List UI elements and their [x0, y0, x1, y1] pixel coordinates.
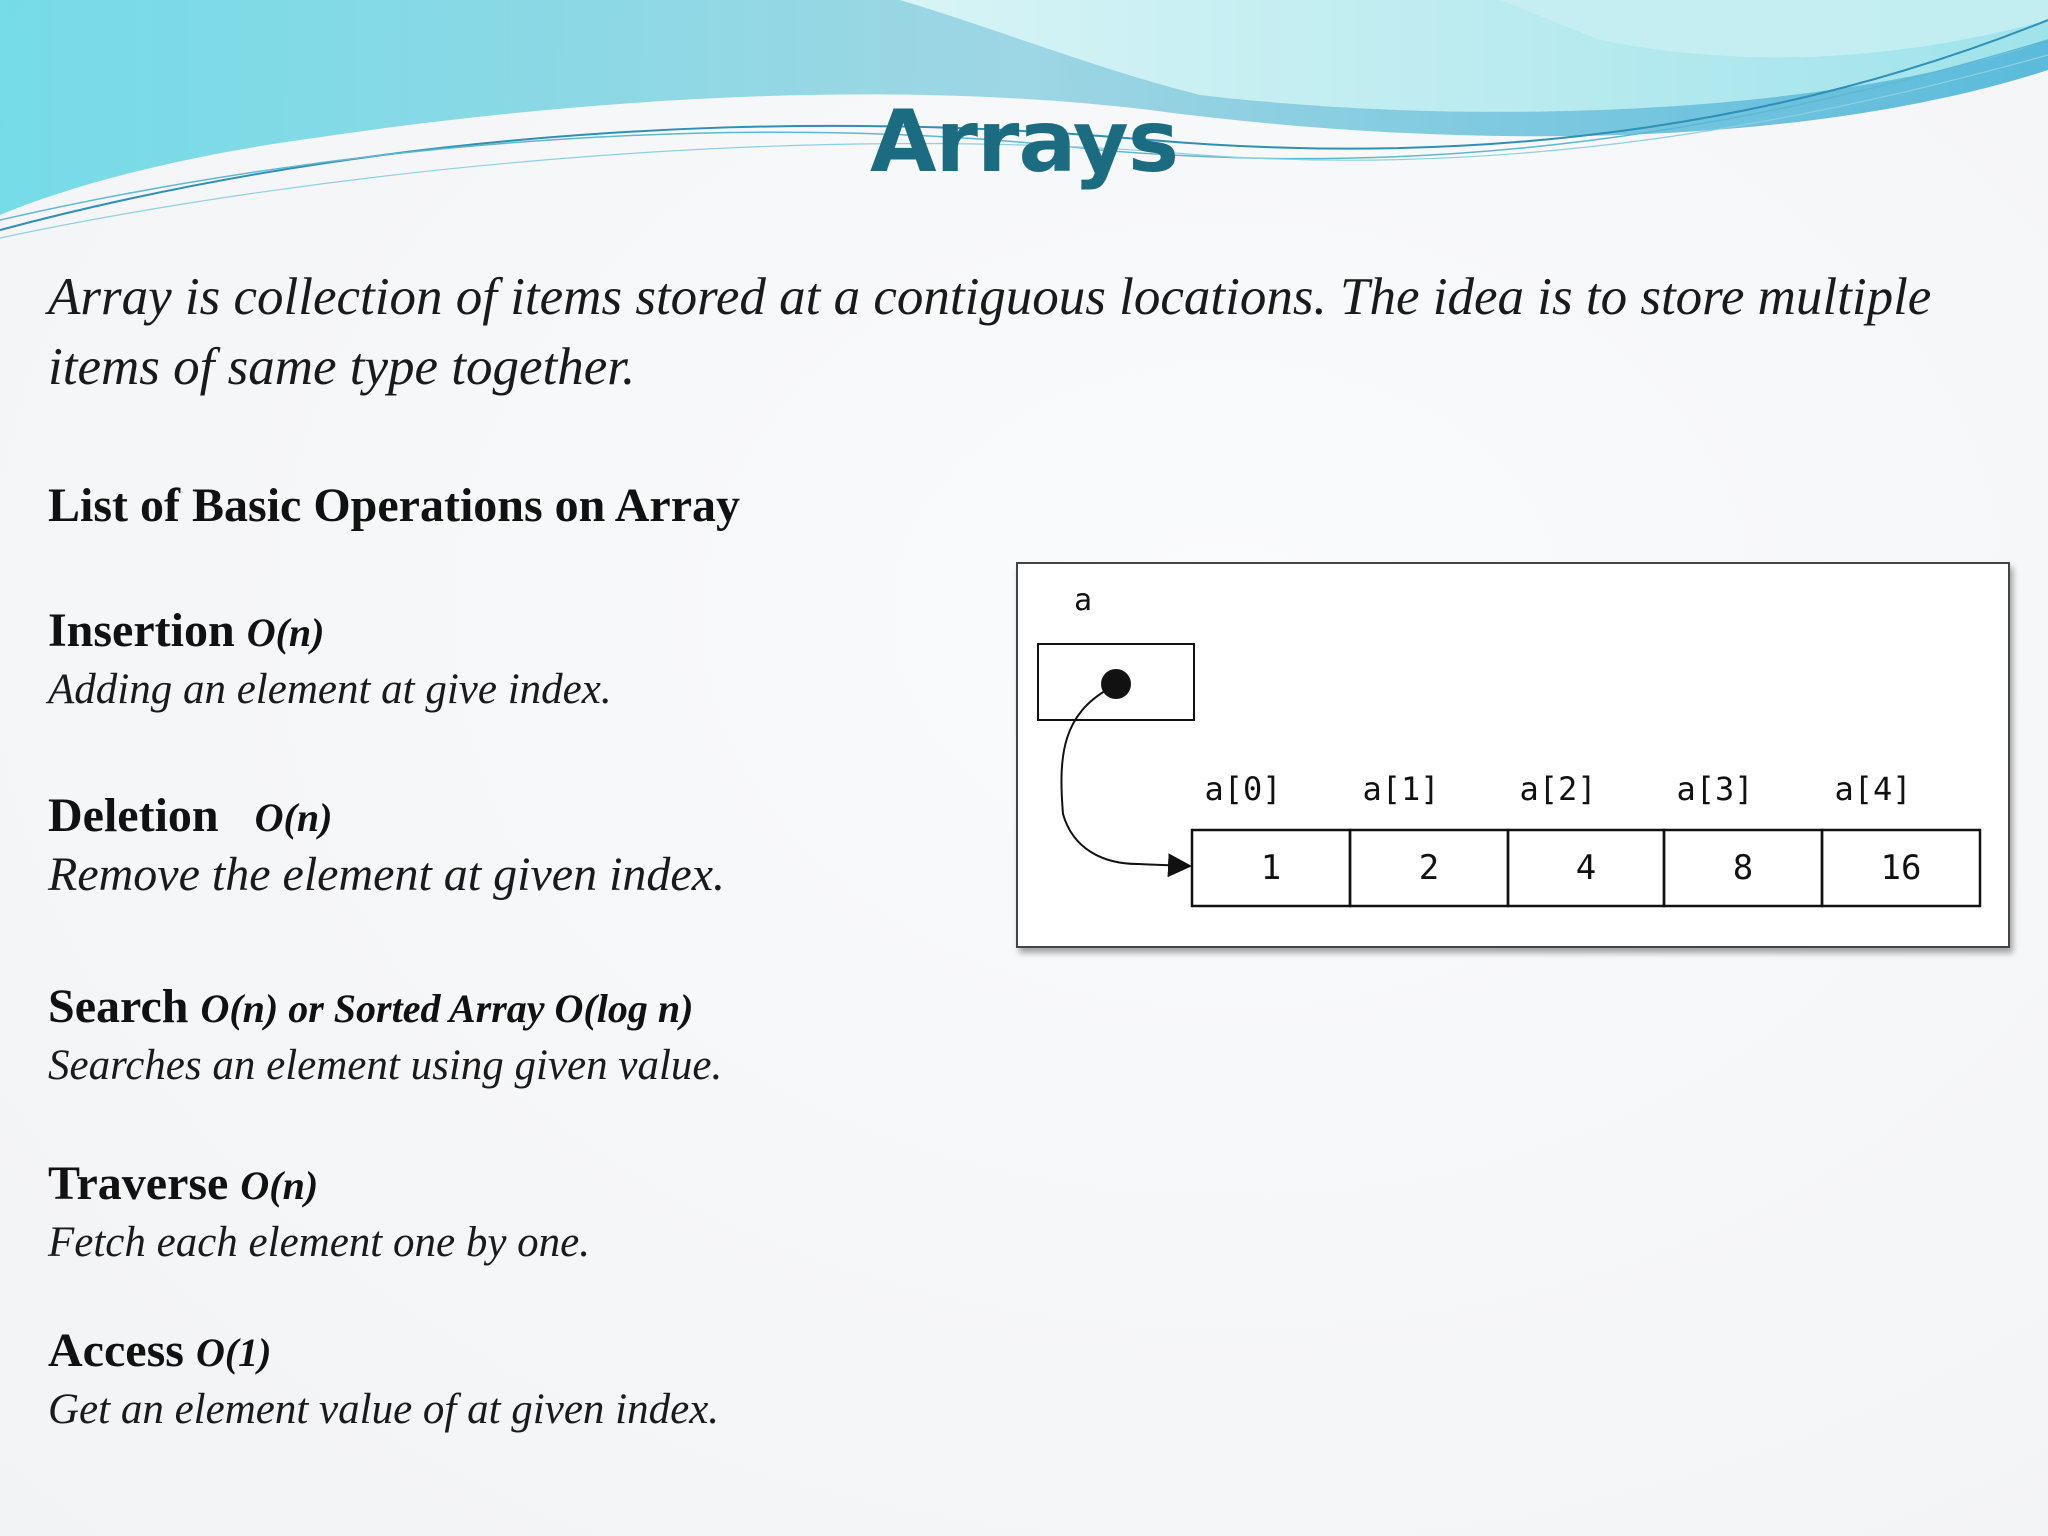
- operation-description: Fetch each element one by one.: [48, 1219, 591, 1266]
- array-cell-value: 4: [1575, 848, 1597, 888]
- array-cell-value: 2: [1418, 848, 1440, 888]
- operation-deletion: [48, 787, 948, 903]
- index-label: a[3]: [1676, 770, 1754, 808]
- pointer-label: a: [1074, 583, 1093, 618]
- index-labels: [1204, 770, 1911, 808]
- operation-name: Access: [48, 1324, 184, 1377]
- array-cell-value: 1: [1260, 848, 1282, 888]
- operation-access: [48, 1322, 948, 1438]
- operation-insertion: [48, 602, 948, 718]
- operation-name: Traverse: [48, 1157, 229, 1210]
- operation-complexity: O(n): [254, 795, 333, 840]
- operations-heading: List of Basic Operations on Array: [48, 479, 740, 532]
- operation-complexity: O(n): [240, 1163, 319, 1208]
- array-memory-diagram: [1016, 562, 2010, 948]
- operation-complexity: O(n) or Sorted Array O(log n): [200, 986, 694, 1031]
- index-label: a[1]: [1362, 770, 1440, 808]
- array-cells: [1192, 830, 1980, 906]
- index-label: a[0]: [1204, 770, 1282, 808]
- array-cell-value: 8: [1732, 848, 1754, 888]
- operation-search: [48, 978, 948, 1094]
- index-label: a[2]: [1519, 770, 1597, 808]
- slide-title: Arrays: [869, 92, 1179, 192]
- operation-description: Get an element value of at given index.: [48, 1386, 720, 1433]
- operation-complexity: O(1): [195, 1330, 272, 1375]
- operation-name: Deletion: [48, 789, 219, 842]
- operation-traverse: [48, 1155, 948, 1271]
- array-diagram-svg: [1018, 564, 2008, 946]
- index-label: a[4]: [1834, 770, 1912, 808]
- operation-description: Remove the element at given index.: [48, 848, 726, 901]
- operation-description: Searches an element using given value.: [48, 1042, 723, 1089]
- operation-description: Adding an element at give index.: [48, 666, 612, 713]
- operation-name: Insertion: [48, 604, 235, 657]
- pointer-arrow: [1061, 688, 1188, 866]
- pointer-dot: [1101, 669, 1131, 699]
- operation-complexity: O(n): [246, 610, 325, 655]
- operation-name: Search: [48, 980, 189, 1033]
- array-cell-value: 16: [1880, 848, 1922, 888]
- intro-paragraph: Array is collection of items stored at a contiguous locations. The idea is to store multiple items of same type together.: [48, 268, 1932, 396]
